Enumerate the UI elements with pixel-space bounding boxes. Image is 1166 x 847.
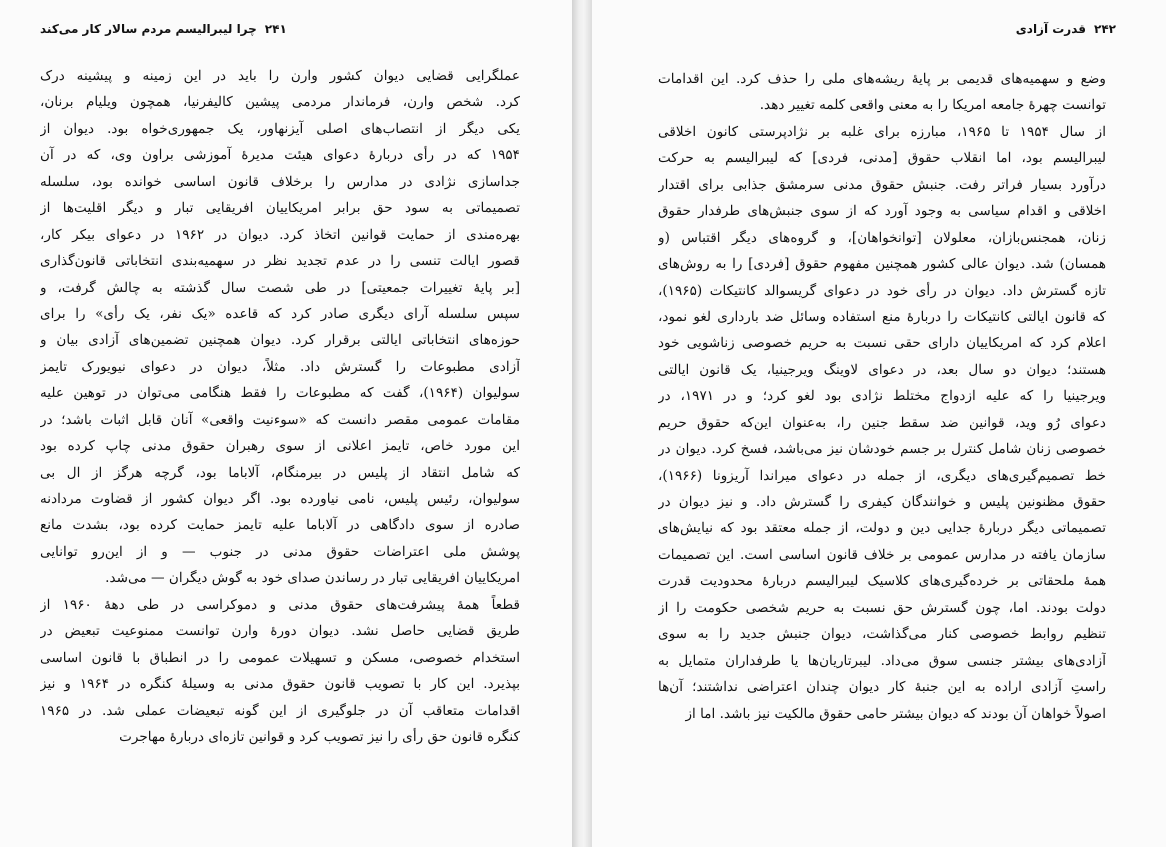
- text-line: کنگره قانون حق رأی را نیز تصویب کرد و قوانین تازه‌ای دربارهٔ مهاجرت: [119, 728, 520, 745]
- running-title-right: قدرت آزادی: [1015, 22, 1087, 36]
- text-line: اعلام کرد که امریکاییان دارای حقی نسبت به حریم خصوصی زناشویی خود: [658, 335, 1106, 352]
- text-line: عملگرایی قضایی دیوان کشور وارن را باید در این زمینه و پیشینه درک: [40, 68, 520, 84]
- text-line: قصور ایالت تنسی را در عدم تجدید نظر در سهمیه‌بندی انتخاباتی قانون‌گذاری: [40, 253, 520, 270]
- text-line: زنان، همجنس‌بازان، معلولان [توانخواهان]، و گروه‌های دیگر اقتباس (و: [658, 229, 1106, 246]
- text-line: استخدام خصوصی، مسکن و تسهیلات عمومی را در انطباق با قانون اساسی: [40, 649, 520, 666]
- text-line: اصولاً خواهان آن بودند که دیوان بیشتر حامی حقوق مالکیت نیز باشد. اما از: [685, 705, 1106, 722]
- left-page: [0, 0, 572, 847]
- text-line: [بر پایهٔ تغییرات جمعیتی] در طی شصت سال گذشته به چالش گرفت، و: [40, 279, 520, 296]
- text-line: درآورد بسیار فراتر رفت. جنبش حقوق مدنی سرمشق جذابی برای اقتدار: [658, 176, 1106, 193]
- text-line: دعوای رُو وید، قوانین ضد سقط جنین را، به‌عنوان این‌که حقوق حریم: [658, 414, 1106, 431]
- book-gutter: [572, 0, 592, 847]
- text-line: همهٔ ملحقاتی بر خرده‌گیری‌های کلاسیک لیبرالیسم دربارهٔ محدودیت قدرت: [658, 573, 1106, 590]
- text-line: این مورد خاص، تایمز اعلانی از سوی رهبران حقوق مدنی چاپ کرده بود: [40, 438, 520, 455]
- running-head-left: [40, 18, 287, 40]
- text-line: خط تصمیم‌گیری‌های دیگری، از جمله در دعوای میراندا آریزونا (۱۹۶۶)،: [658, 467, 1106, 484]
- text-line: سولیوان (۱۹۶۴)، گفت که مطبوعات را فقط هنگامی می‌توان در توهین علیه: [40, 385, 520, 402]
- text-line: یکی دیگر از انتصاب‌های اصلی آیزنهاور، یک جمهوری‌خواه بود. دیوان از: [40, 120, 520, 137]
- text-line: حقوق مظنونین پلیس و خوانندگان کیفری را گسترش داد. و نیز دیوان در: [658, 494, 1106, 510]
- text-line: قطعاً همهٔ پیشرفت‌های حقوق مدنی و دموکراسی در طی دههٔ ۱۹۶۰ از: [40, 596, 520, 613]
- running-title-left: چرا لیبرالیسم مردم سالار کار می‌کند: [40, 22, 257, 36]
- text-line: پوشش ملی اعتراضات حقوق مدنی در جنوب — و از این‌رو توانایی: [40, 543, 520, 560]
- text-line: ویرجینیا را که علیه ازدواج مختلط نژادی بود لغو کرد؛ و در ۱۹۷۱، در: [658, 388, 1106, 405]
- text-line: سپس سلسله آرای دیگری صادر کرد که قاعده «یک نفر، یک رأی» را برای: [40, 305, 520, 322]
- text-line: خصوصی زنان شامل کنترل بر جسم خودشان نیز می‌باشد، فسخ کرد. دیوان در: [658, 441, 1106, 458]
- text-line: تصمیماتی به سود حق برابر امریکاییان افریقایی تبار و دیگر اقلیت‌ها از: [40, 200, 520, 217]
- text-line: امریکاییان افریقایی تبار در رساندن صدای خود به گوش دیگران — می‌شد.: [105, 570, 520, 587]
- right-page-body: [658, 66, 1106, 727]
- text-line: مقامات عمومی مقصر دانست که «سوءنیت واقعی» آنان قابل اثبات باشد؛ در: [40, 411, 520, 428]
- text-line: تازه گسترش داد. دیوان در رأی خود در دعوای گریسوالد کانتیکات (۱۹۶۵)،: [658, 282, 1106, 299]
- page-number-right: ۲۴۲: [1094, 22, 1116, 36]
- text-line: تصمیماتی دیگر دربارهٔ جدایی دین و دولت، از جمله معتقد بود که نیایش‌های: [658, 520, 1106, 537]
- text-line: بپذیرد. این کار با تصویب قانون حقوق مدنی به وسیلهٔ کنگره در ۱۹۶۴ و نیز: [40, 676, 520, 693]
- text-line: همسان) شد. دیوان عالی کشور همچنین مفهوم حقوق [فردی] را به روش‌های: [658, 256, 1106, 273]
- text-line: توانست چهرهٔ جامعه امریکا را به معنی واقعی کلمه تغییر دهد.: [759, 97, 1106, 114]
- text-line: اخلاقی و اقدام سیاسی به وجود آورد که از سوی جنبش‌های طرفدار حقوق: [658, 203, 1106, 220]
- text-line: راستِ آزادی اراده به این جنبهٔ کار دیوان چندان اعتراضی نداشتند؛ آن‌ها: [658, 679, 1106, 696]
- text-line: از سال ۱۹۵۴ تا ۱۹۶۵، مبارزه برای غلبه بر نژادپرستی کانون اخلاقی: [658, 123, 1106, 140]
- text-line: وضع و سهمیه‌های قدیمی بر پایهٔ ریشه‌های ملی را حذف کرد. این اقدامات: [658, 71, 1106, 87]
- text-line: که قانون ایالتی کانتیکات را دربارهٔ منع استفاده وسائل ضد بارداری لغو نمود،: [658, 308, 1106, 325]
- text-line: اقدامات متعاقب آن در جلوگیری از این گونه تبعیضات عملی شد. در ۱۹۶۵: [40, 702, 520, 719]
- text-line: صادره از سوی دادگاهی در آلاباما علیه تایمز حمایت کرده بود، بشدت مانع: [40, 517, 520, 534]
- text-line: سولیوان، رئیس پلیس، نامی نیاورده بود. اگر دیوان کشور از قضاوت مردادنه: [40, 491, 520, 507]
- text-line: دولت بودند. اما، چون گسترش حق نسبت به حریم شخصی حکومت را از: [658, 599, 1106, 616]
- text-line: آزادی مطبوعات را گسترش داد. مثلاً، دیوان در دعوای نیویورک تایمز: [40, 358, 520, 375]
- right-page: [592, 0, 1166, 847]
- text-line: بهره‌مندی از حمایت قوانین اتخاذ کرد. دیوان در ۱۹۶۲ در دعوای بیکر کار،: [40, 226, 520, 243]
- text-line: که شامل انتقاد از پلیس در بیرمنگام، آلاباما بود، گرچه هرگز از ال بی: [40, 464, 520, 481]
- text-line: آزادی‌های بیشتر جنسی سوق می‌داد. لیبرتاریان‌ها یا طرفداران متمایل به: [658, 652, 1106, 669]
- text-line: حوزه‌های انتخاباتی ایالتی برقرار کرد. دیوان همچنین تضمین‌های آزادی بیان و: [40, 332, 520, 349]
- running-head-right: [1016, 18, 1116, 40]
- left-page-body: [40, 63, 520, 750]
- text-line: ۱۹۵۴ که در رأی درباره‌ٔ دعوای هیئت مدیرهٔ آموزشی براون وی، که در آن: [40, 147, 520, 164]
- page-number-left: ۲۴۱: [264, 22, 287, 36]
- text-line: کرد. شخص وارن، فرماندار مردمی پیشین کالیفرنیا، همچون ویلیام برنان،: [40, 94, 520, 111]
- text-line: سازمان یافته در مدارس عمومی بر خلاف قانون اساسی است. این تصمیمات: [658, 546, 1106, 563]
- text-line: جداسازی نژادی در مدارس را برخلاف قانون اساسی خوانده بود، سلسله: [40, 173, 520, 190]
- text-line: تنظیم روابط خصوصی کنار می‌گذاشت، دیوان جنبش جدید را به سوی: [658, 626, 1106, 643]
- text-line: هستند؛ دیوان دو سال بعد، در دعوای لاوینگ ویرجینیا، یک قانون ایالتی: [658, 361, 1106, 378]
- text-line: لیبرالیسم بود، اما انقلاب حقوق [مدنی، فردی] که لیبرالیسم به حرکت: [658, 150, 1106, 167]
- text-line: طریق قضایی حاصل نشد. دیوان دورهٔ وارن توانست ممنوعیت تبعیض در: [40, 623, 520, 640]
